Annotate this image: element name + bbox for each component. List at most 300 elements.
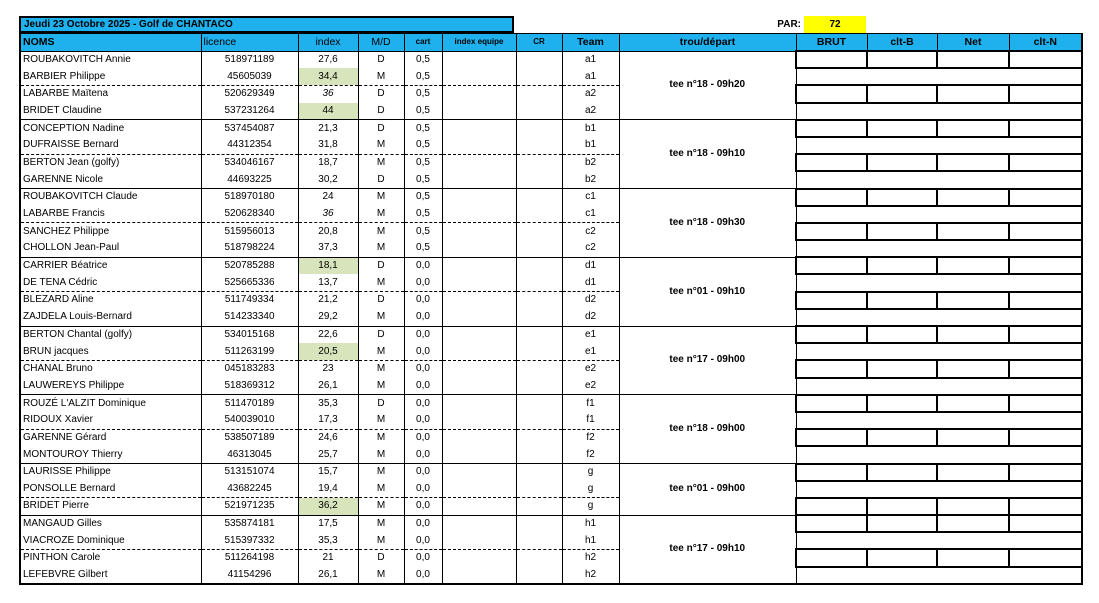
player-licence[interactable]: 41154296 — [201, 567, 298, 584]
player-index[interactable]: 37,3 — [298, 240, 358, 257]
player-gender[interactable]: M — [358, 223, 404, 240]
player-cr[interactable] — [516, 549, 562, 566]
player-index[interactable]: 17,3 — [298, 412, 358, 429]
player-cr[interactable] — [516, 481, 562, 498]
player-team[interactable]: d1 — [562, 257, 619, 274]
player-index[interactable]: 20,5 — [298, 343, 358, 360]
player-cart[interactable]: 0,0 — [404, 343, 442, 360]
score-clt-n-cell[interactable] — [1009, 464, 1082, 481]
score-clt-b-cell[interactable] — [867, 171, 937, 188]
player-name[interactable]: SANCHEZ Philippe — [20, 223, 201, 240]
player-cr[interactable] — [516, 360, 562, 377]
player-team[interactable]: e2 — [562, 360, 619, 377]
score-brut-cell[interactable] — [796, 326, 867, 343]
player-name[interactable]: DUFRAISSE Bernard — [20, 137, 201, 154]
score-brut-cell[interactable] — [796, 68, 867, 85]
player-cr[interactable] — [516, 206, 562, 223]
player-cart[interactable]: 0,0 — [404, 481, 442, 498]
score-brut-cell[interactable] — [796, 481, 867, 498]
score-clt-b-cell[interactable] — [867, 309, 937, 326]
player-team[interactable]: c1 — [562, 206, 619, 223]
score-clt-b-cell[interactable] — [867, 343, 937, 360]
player-team[interactable]: b1 — [562, 120, 619, 137]
player-cart[interactable]: 0,0 — [404, 532, 442, 549]
player-name[interactable]: DE TENA Cédric — [20, 274, 201, 291]
score-brut-cell[interactable] — [796, 51, 867, 68]
player-licence[interactable]: 518971189 — [201, 51, 298, 68]
player-licence[interactable]: 534015168 — [201, 326, 298, 343]
score-clt-b-cell[interactable] — [867, 567, 937, 584]
player-team[interactable]: e2 — [562, 378, 619, 395]
score-clt-n-cell[interactable] — [1009, 189, 1082, 206]
player-cart[interactable]: 0,0 — [404, 309, 442, 326]
player-index[interactable]: 21,3 — [298, 120, 358, 137]
player-index[interactable]: 15,7 — [298, 464, 358, 481]
player-index-equipe[interactable] — [442, 309, 516, 326]
score-clt-n-cell[interactable] — [1009, 360, 1082, 377]
player-index-equipe[interactable] — [442, 292, 516, 309]
score-clt-b-cell[interactable] — [867, 85, 937, 102]
score-clt-b-cell[interactable] — [867, 154, 937, 171]
player-cr[interactable] — [516, 103, 562, 120]
score-clt-b-cell[interactable] — [867, 103, 937, 120]
player-index[interactable]: 44 — [298, 103, 358, 120]
player-index-equipe[interactable] — [442, 360, 516, 377]
score-brut-cell[interactable] — [796, 378, 867, 395]
score-brut-cell[interactable] — [796, 343, 867, 360]
player-licence[interactable]: 511470189 — [201, 395, 298, 412]
score-net-cell[interactable] — [937, 51, 1009, 68]
player-name[interactable]: LAUWEREYS Philippe — [20, 378, 201, 395]
player-cart[interactable]: 0,0 — [404, 446, 442, 463]
player-cr[interactable] — [516, 309, 562, 326]
score-clt-n-cell[interactable] — [1009, 223, 1082, 240]
player-index[interactable]: 26,1 — [298, 378, 358, 395]
player-cr[interactable] — [516, 446, 562, 463]
player-gender[interactable]: D — [358, 292, 404, 309]
player-cr[interactable] — [516, 395, 562, 412]
player-name[interactable]: CHOLLON Jean-Paul — [20, 240, 201, 257]
player-cart[interactable]: 0,5 — [404, 120, 442, 137]
score-clt-n-cell[interactable] — [1009, 120, 1082, 137]
col-header-licence[interactable]: licence — [201, 34, 298, 52]
player-team[interactable]: f2 — [562, 446, 619, 463]
score-net-cell[interactable] — [937, 378, 1009, 395]
player-team[interactable]: b2 — [562, 171, 619, 188]
player-gender[interactable]: D — [358, 85, 404, 102]
player-licence[interactable]: 511263199 — [201, 343, 298, 360]
player-cart[interactable]: 0,5 — [404, 154, 442, 171]
tee-time[interactable]: tee n°18 - 09h30 — [619, 189, 796, 258]
player-name[interactable]: LEFEBVRE Gilbert — [20, 567, 201, 584]
score-clt-b-cell[interactable] — [867, 464, 937, 481]
player-index[interactable]: 19,4 — [298, 481, 358, 498]
player-gender[interactable]: D — [358, 549, 404, 566]
col-header-md[interactable]: M/D — [358, 34, 404, 52]
player-index-equipe[interactable] — [442, 515, 516, 532]
player-gender[interactable]: M — [358, 515, 404, 532]
player-index-equipe[interactable] — [442, 171, 516, 188]
player-index[interactable]: 35,3 — [298, 532, 358, 549]
player-name[interactable]: LABARBE Francis — [20, 206, 201, 223]
player-index[interactable]: 25,7 — [298, 446, 358, 463]
player-gender[interactable]: M — [358, 189, 404, 206]
col-header-index-equipe[interactable]: index equipe — [442, 34, 516, 52]
player-index-equipe[interactable] — [442, 464, 516, 481]
player-team[interactable]: g — [562, 464, 619, 481]
player-index-equipe[interactable] — [442, 532, 516, 549]
score-clt-b-cell[interactable] — [867, 240, 937, 257]
player-team[interactable]: h1 — [562, 532, 619, 549]
player-name[interactable]: CHANAL Bruno — [20, 360, 201, 377]
player-gender[interactable]: D — [358, 395, 404, 412]
player-name[interactable]: ZAJDELA Louis-Bernard — [20, 309, 201, 326]
player-cart[interactable]: 0,5 — [404, 103, 442, 120]
player-gender[interactable]: M — [358, 68, 404, 85]
score-net-cell[interactable] — [937, 154, 1009, 171]
player-gender[interactable]: M — [358, 429, 404, 446]
player-index-equipe[interactable] — [442, 446, 516, 463]
score-clt-b-cell[interactable] — [867, 481, 937, 498]
player-index-equipe[interactable] — [442, 51, 516, 68]
player-licence[interactable]: 44312354 — [201, 137, 298, 154]
score-brut-cell[interactable] — [796, 515, 867, 532]
score-brut-cell[interactable] — [796, 154, 867, 171]
player-name[interactable]: BRIDET Claudine — [20, 103, 201, 120]
player-index-equipe[interactable] — [442, 68, 516, 85]
score-clt-n-cell[interactable] — [1009, 395, 1082, 412]
player-index-equipe[interactable] — [442, 498, 516, 515]
score-clt-b-cell[interactable] — [867, 51, 937, 68]
player-name[interactable]: VIACROZE Dominique — [20, 532, 201, 549]
player-cart[interactable]: 0,0 — [404, 257, 442, 274]
player-cart[interactable]: 0,5 — [404, 137, 442, 154]
player-licence[interactable]: 511264198 — [201, 549, 298, 566]
score-brut-cell[interactable] — [796, 446, 867, 463]
tee-time[interactable]: tee n°18 - 09h00 — [619, 395, 796, 464]
score-clt-n-cell[interactable] — [1009, 567, 1082, 584]
player-cr[interactable] — [516, 240, 562, 257]
player-team[interactable]: e1 — [562, 326, 619, 343]
score-clt-n-cell[interactable] — [1009, 429, 1082, 446]
player-cr[interactable] — [516, 498, 562, 515]
player-index-equipe[interactable] — [442, 378, 516, 395]
score-clt-n-cell[interactable] — [1009, 326, 1082, 343]
player-index-equipe[interactable] — [442, 274, 516, 291]
score-clt-b-cell[interactable] — [867, 549, 937, 566]
player-name[interactable]: GARENNE Nicole — [20, 171, 201, 188]
score-clt-n-cell[interactable] — [1009, 68, 1082, 85]
score-clt-b-cell[interactable] — [867, 223, 937, 240]
score-net-cell[interactable] — [937, 481, 1009, 498]
player-index[interactable]: 17,5 — [298, 515, 358, 532]
player-cr[interactable] — [516, 412, 562, 429]
score-net-cell[interactable] — [937, 446, 1009, 463]
player-cr[interactable] — [516, 51, 562, 68]
player-cr[interactable] — [516, 257, 562, 274]
player-name[interactable]: PONSOLLE Bernard — [20, 481, 201, 498]
player-cart[interactable]: 0,5 — [404, 189, 442, 206]
player-cart[interactable]: 0,0 — [404, 360, 442, 377]
player-index-equipe[interactable] — [442, 481, 516, 498]
score-clt-b-cell[interactable] — [867, 206, 937, 223]
score-brut-cell[interactable] — [796, 171, 867, 188]
score-net-cell[interactable] — [937, 498, 1009, 515]
player-index[interactable]: 18,7 — [298, 154, 358, 171]
player-gender[interactable]: M — [358, 498, 404, 515]
player-name[interactable]: LABARBE Maïtena — [20, 85, 201, 102]
score-clt-b-cell[interactable] — [867, 189, 937, 206]
player-index[interactable]: 30,2 — [298, 171, 358, 188]
player-cr[interactable] — [516, 154, 562, 171]
player-cr[interactable] — [516, 274, 562, 291]
score-clt-n-cell[interactable] — [1009, 378, 1082, 395]
player-team[interactable]: a1 — [562, 51, 619, 68]
score-clt-n-cell[interactable] — [1009, 309, 1082, 326]
player-gender[interactable]: M — [358, 154, 404, 171]
score-net-cell[interactable] — [937, 137, 1009, 154]
score-clt-b-cell[interactable] — [867, 395, 937, 412]
player-name[interactable]: LAURISSE Philippe — [20, 464, 201, 481]
player-index-equipe[interactable] — [442, 103, 516, 120]
score-brut-cell[interactable] — [796, 240, 867, 257]
score-brut-cell[interactable] — [796, 274, 867, 291]
player-index-equipe[interactable] — [442, 223, 516, 240]
score-net-cell[interactable] — [937, 292, 1009, 309]
score-brut-cell[interactable] — [796, 498, 867, 515]
tee-time[interactable]: tee n°18 - 09h10 — [619, 120, 796, 189]
player-team[interactable]: b1 — [562, 137, 619, 154]
player-cr[interactable] — [516, 429, 562, 446]
player-gender[interactable]: M — [358, 206, 404, 223]
player-cart[interactable]: 0,0 — [404, 549, 442, 566]
score-brut-cell[interactable] — [796, 360, 867, 377]
player-name[interactable]: BERTON Chantal (golfy) — [20, 326, 201, 343]
player-team[interactable]: b2 — [562, 154, 619, 171]
col-header-net[interactable]: Net — [937, 34, 1009, 52]
player-cr[interactable] — [516, 515, 562, 532]
player-name[interactable]: ROUBAKOVITCH Claude — [20, 189, 201, 206]
player-licence[interactable]: 534046167 — [201, 154, 298, 171]
player-gender[interactable]: D — [358, 51, 404, 68]
player-index[interactable]: 23 — [298, 360, 358, 377]
player-name[interactable]: BERTON Jean (golfy) — [20, 154, 201, 171]
player-cart[interactable]: 0,0 — [404, 292, 442, 309]
player-index-equipe[interactable] — [442, 120, 516, 137]
score-clt-n-cell[interactable] — [1009, 240, 1082, 257]
score-clt-n-cell[interactable] — [1009, 532, 1082, 549]
score-brut-cell[interactable] — [796, 137, 867, 154]
player-name[interactable]: MANGAUD Gilles — [20, 515, 201, 532]
score-clt-b-cell[interactable] — [867, 274, 937, 291]
player-index[interactable]: 18,1 — [298, 257, 358, 274]
score-brut-cell[interactable] — [796, 223, 867, 240]
player-index[interactable]: 31,8 — [298, 137, 358, 154]
player-cr[interactable] — [516, 378, 562, 395]
score-net-cell[interactable] — [937, 223, 1009, 240]
player-team[interactable]: c2 — [562, 240, 619, 257]
player-index-equipe[interactable] — [442, 567, 516, 584]
score-clt-b-cell[interactable] — [867, 378, 937, 395]
player-cr[interactable] — [516, 292, 562, 309]
player-name[interactable]: ROUZÉ L'ALZIT Dominique — [20, 395, 201, 412]
score-brut-cell[interactable] — [796, 120, 867, 137]
tee-time[interactable]: tee n°01 - 09h00 — [619, 464, 796, 516]
player-name[interactable]: ROUBAKOVITCH Annie — [20, 51, 201, 68]
score-clt-b-cell[interactable] — [867, 257, 937, 274]
score-brut-cell[interactable] — [796, 412, 867, 429]
score-clt-n-cell[interactable] — [1009, 343, 1082, 360]
player-licence[interactable]: 525665336 — [201, 274, 298, 291]
score-brut-cell[interactable] — [796, 395, 867, 412]
player-cr[interactable] — [516, 532, 562, 549]
player-index-equipe[interactable] — [442, 429, 516, 446]
score-clt-n-cell[interactable] — [1009, 154, 1082, 171]
score-clt-n-cell[interactable] — [1009, 51, 1082, 68]
score-clt-n-cell[interactable] — [1009, 515, 1082, 532]
player-licence[interactable]: 45605039 — [201, 68, 298, 85]
col-header-brut[interactable]: BRUT — [796, 34, 867, 52]
player-team[interactable]: g — [562, 498, 619, 515]
score-net-cell[interactable] — [937, 120, 1009, 137]
player-cr[interactable] — [516, 464, 562, 481]
score-clt-n-cell[interactable] — [1009, 257, 1082, 274]
player-licence[interactable]: 520785288 — [201, 257, 298, 274]
score-clt-b-cell[interactable] — [867, 68, 937, 85]
score-net-cell[interactable] — [937, 240, 1009, 257]
score-net-cell[interactable] — [937, 103, 1009, 120]
player-cart[interactable]: 0,5 — [404, 206, 442, 223]
player-licence[interactable]: 44693225 — [201, 171, 298, 188]
score-clt-n-cell[interactable] — [1009, 412, 1082, 429]
player-gender[interactable]: D — [358, 171, 404, 188]
player-licence[interactable]: 520629349 — [201, 85, 298, 102]
player-licence[interactable]: 518970180 — [201, 189, 298, 206]
player-index-equipe[interactable] — [442, 412, 516, 429]
player-team[interactable]: f1 — [562, 412, 619, 429]
score-clt-b-cell[interactable] — [867, 137, 937, 154]
score-clt-b-cell[interactable] — [867, 446, 937, 463]
score-net-cell[interactable] — [937, 206, 1009, 223]
score-net-cell[interactable] — [937, 515, 1009, 532]
score-clt-n-cell[interactable] — [1009, 498, 1082, 515]
player-team[interactable]: f1 — [562, 395, 619, 412]
player-team[interactable]: e1 — [562, 343, 619, 360]
player-gender[interactable]: M — [358, 412, 404, 429]
col-header-team[interactable]: Team — [562, 34, 619, 52]
col-header-clt-b[interactable]: clt-B — [867, 34, 937, 52]
score-net-cell[interactable] — [937, 85, 1009, 102]
score-clt-b-cell[interactable] — [867, 326, 937, 343]
score-net-cell[interactable] — [937, 532, 1009, 549]
tee-time[interactable]: tee n°18 - 09h20 — [619, 51, 796, 120]
player-gender[interactable]: M — [358, 343, 404, 360]
player-name[interactable]: CONCEPTION Nadine — [20, 120, 201, 137]
col-header-trou-depart[interactable]: trou/départ — [619, 34, 796, 52]
player-licence[interactable]: 537454087 — [201, 120, 298, 137]
player-gender[interactable]: M — [358, 309, 404, 326]
player-team[interactable]: a2 — [562, 103, 619, 120]
player-cr[interactable] — [516, 326, 562, 343]
player-index[interactable]: 24 — [298, 189, 358, 206]
player-name[interactable]: BRIDET Pierre — [20, 498, 201, 515]
player-gender[interactable]: M — [358, 274, 404, 291]
score-brut-cell[interactable] — [796, 189, 867, 206]
col-header-index[interactable]: index — [298, 34, 358, 52]
player-gender[interactable]: M — [358, 532, 404, 549]
player-name[interactable]: BLEZARD Aline — [20, 292, 201, 309]
player-name[interactable]: GARENNE Gérard — [20, 429, 201, 446]
tee-time[interactable]: tee n°01 - 09h10 — [619, 257, 796, 326]
player-licence[interactable]: 518798224 — [201, 240, 298, 257]
score-clt-n-cell[interactable] — [1009, 446, 1082, 463]
player-cr[interactable] — [516, 343, 562, 360]
player-licence[interactable]: 540039010 — [201, 412, 298, 429]
player-index-equipe[interactable] — [442, 549, 516, 566]
player-name[interactable]: BRUN jacques — [20, 343, 201, 360]
player-gender[interactable]: M — [358, 446, 404, 463]
score-net-cell[interactable] — [937, 257, 1009, 274]
player-licence[interactable]: 46313045 — [201, 446, 298, 463]
par-value[interactable]: 72 — [804, 16, 866, 33]
tee-time[interactable]: tee n°17 - 09h00 — [619, 326, 796, 395]
col-header-noms[interactable]: NOMS — [20, 34, 201, 52]
player-gender[interactable]: D — [358, 257, 404, 274]
score-net-cell[interactable] — [937, 395, 1009, 412]
player-licence[interactable]: 513151074 — [201, 464, 298, 481]
player-team[interactable]: h1 — [562, 515, 619, 532]
tee-time[interactable]: tee n°17 - 09h10 — [619, 515, 796, 584]
score-brut-cell[interactable] — [796, 309, 867, 326]
player-cart[interactable]: 0,5 — [404, 68, 442, 85]
score-clt-b-cell[interactable] — [867, 360, 937, 377]
player-index[interactable]: 21 — [298, 549, 358, 566]
player-cr[interactable] — [516, 189, 562, 206]
player-index-equipe[interactable] — [442, 137, 516, 154]
player-licence[interactable]: 514233340 — [201, 309, 298, 326]
score-brut-cell[interactable] — [796, 429, 867, 446]
page-title[interactable]: Jeudi 23 Octobre 2025 - Golf de CHANTACO — [19, 16, 514, 33]
score-net-cell[interactable] — [937, 68, 1009, 85]
score-net-cell[interactable] — [937, 412, 1009, 429]
score-clt-n-cell[interactable] — [1009, 481, 1082, 498]
player-cart[interactable]: 0,5 — [404, 171, 442, 188]
player-cart[interactable]: 0,0 — [404, 378, 442, 395]
player-team[interactable]: d2 — [562, 309, 619, 326]
score-brut-cell[interactable] — [796, 103, 867, 120]
player-cart[interactable]: 0,5 — [404, 85, 442, 102]
player-gender[interactable]: M — [358, 567, 404, 584]
player-index-equipe[interactable] — [442, 395, 516, 412]
player-cart[interactable]: 0,0 — [404, 395, 442, 412]
player-name[interactable]: BARBIER Philippe — [20, 68, 201, 85]
player-cart[interactable]: 0,5 — [404, 223, 442, 240]
player-team[interactable]: a2 — [562, 85, 619, 102]
player-gender[interactable]: M — [358, 240, 404, 257]
score-net-cell[interactable] — [937, 274, 1009, 291]
score-clt-b-cell[interactable] — [867, 120, 937, 137]
player-team[interactable]: d1 — [562, 274, 619, 291]
score-net-cell[interactable] — [937, 189, 1009, 206]
player-index-equipe[interactable] — [442, 85, 516, 102]
player-team[interactable]: c1 — [562, 189, 619, 206]
player-index[interactable]: 29,2 — [298, 309, 358, 326]
col-header-cr[interactable]: CR — [516, 34, 562, 52]
player-team[interactable]: g — [562, 481, 619, 498]
player-team[interactable]: h2 — [562, 567, 619, 584]
score-clt-b-cell[interactable] — [867, 532, 937, 549]
player-gender[interactable]: M — [358, 481, 404, 498]
